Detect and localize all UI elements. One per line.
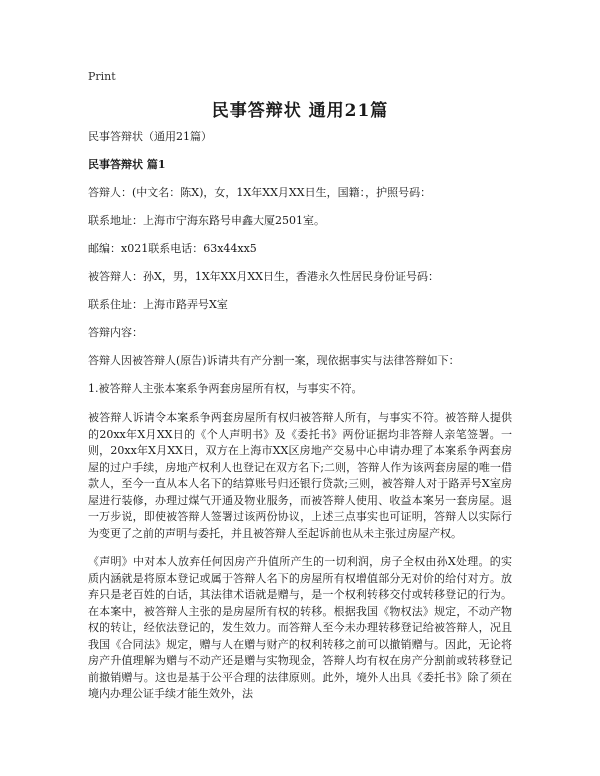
- defendant-info: 被答辩人：孙X，男，1X年XX月XX日生，香港永久性居民身份证号码：: [88, 270, 439, 283]
- intro-statement: 答辩人因被答辩人(原告)诉请共有产分割一案，现依据事实与法律答辩如下：: [88, 354, 460, 367]
- paragraph-1: 被答辩人诉请令本案系争两套房屋所有权归被答辩人所有，与事实不符。被答辩人提供的20xx年X月XX日的《个人声明书》及《委托书》两份证据均非答辩人亲笔签署。一则，20xx年X月XX日，双方在上海市XX区房地产交易中心申请办理了本案系争两套房屋的过户手续，房地产权利人也登记在双方名下;二则，答辩人作为该两套房屋的唯一借款人，至今一直从本人名下的结算账号归还银行贷款;三则，被答辩人对于路弄号X室房屋进行装修，办理过煤气开通及物业服务，而被答辩人使用、收益本案另一套房屋。退一万步说，即使被答辩人签署过该两份协议，上述三点事实也可证明，答辩人以实际行为变更了之前的声明与委托，并且被答辩人至起诉前也从未主张过房屋产权。: [88, 411, 512, 540]
- paragraph-2: 《声明》中对本人放弃任何因房产升值所产生的一切利润，房子全权由孙X处理。的实质内涵就是将原本登记或属于答辩人名下的房屋所有权增值部分无对价的给付对方。放弃只是老百姓的白话，其法律术语就是赠与，是一个权利转移交付或转移登记的行为。在本案中，被答辩人主张的是房屋所有权的转移。根据我国《物权法》规定，不动产物权的转让，经依法登记的，发生效力。而答辩人至今未办理转移登记给被答辩人，况且我国《合同法》规定，赠与人在赠与财产的权利转移之前可以撤销赠与。因此，无论将房产升值理解为赠与不动产还是赠与实物现金，答辩人均有权在房产分割前或转移登记前撤销赠与。这也是基于公平合理的法律原则。此外，境外人出具《委托书》除了须在境内办理公证手续才能生效外，法: [88, 555, 512, 700]
- respondent-info: 答辩人：(中文名：陈X)，女，1X年XX月XX日生，国籍：，护照号码：: [88, 186, 432, 199]
- content-label: 答辩内容：: [88, 326, 143, 339]
- subtitle: 民事答辩状（通用21篇）: [88, 130, 212, 143]
- defendant-address: 联系住址：上海市路弄号X室: [88, 298, 228, 311]
- section-heading: 民事答辩状 篇1: [88, 158, 166, 171]
- contact-address: 联系地址：上海市宁海东路号申鑫大厦2501室。: [88, 214, 325, 227]
- point-1: 1.被答辩人主张本案系争两套房屋所有权，与事实不符。: [88, 382, 363, 395]
- postal-phone: 邮编：x021联系电话：63x44xx5: [88, 242, 257, 255]
- document-body: [88, 130, 512, 715]
- page-title: 民事答辩状 通用21篇: [211, 101, 389, 121]
- print-label: Print: [88, 70, 116, 83]
